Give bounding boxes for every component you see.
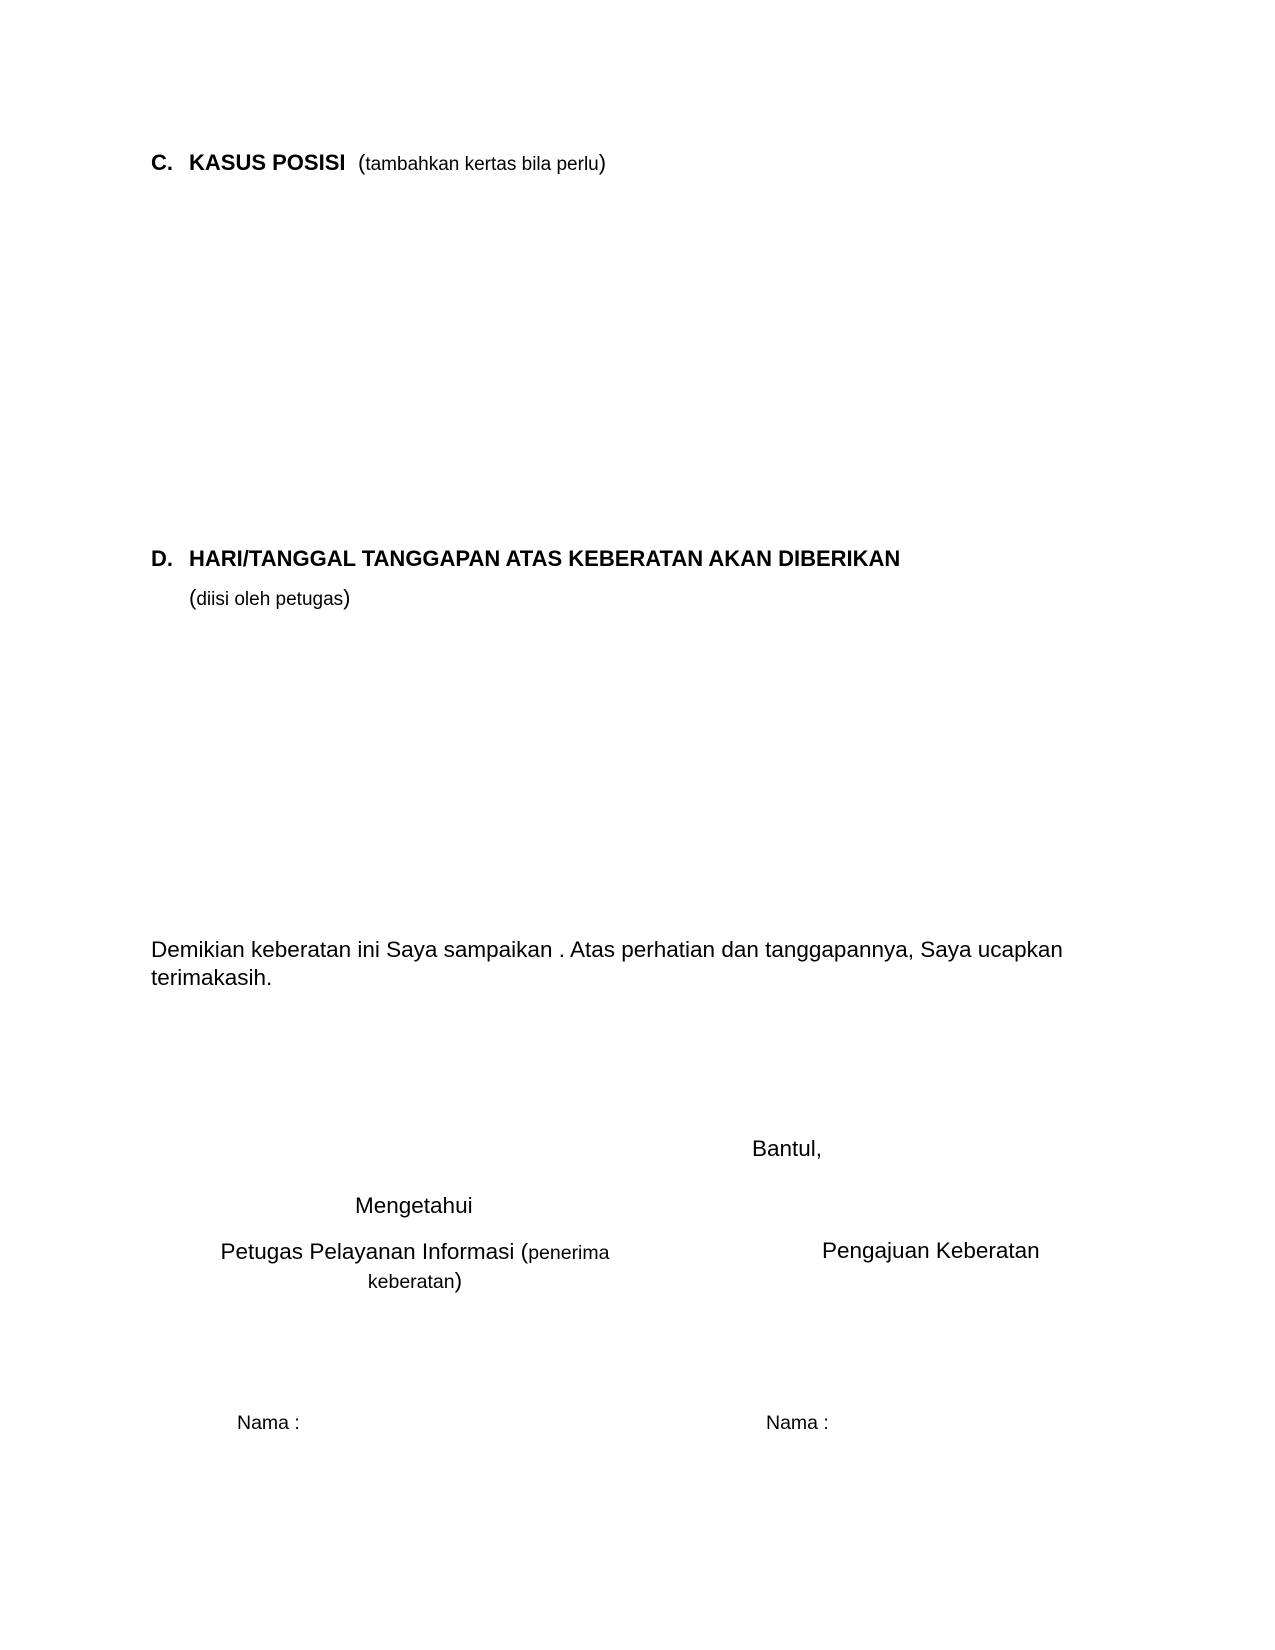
officer-label <box>190 1238 640 1296</box>
section-c-note-text: tambahkan kertas bila perlu <box>365 154 599 175</box>
section-d-note-close: ) <box>343 585 351 610</box>
section-c-note <box>358 150 606 176</box>
section-c-note-close: ) <box>598 150 607 175</box>
closing-paragraph: Demikian keberatan ini Saya sampaikan . Atas perhatian dan tanggapannya, Saya ucapkan terimakasih. <box>151 937 1063 990</box>
place-date: Bantul, <box>752 1136 823 1161</box>
officer-label-close: ) <box>454 1268 463 1293</box>
officer-name-label: Nama : <box>237 1412 300 1434</box>
section-d-note <box>189 585 350 611</box>
submitter-label: Pengajuan Keberatan <box>822 1238 1040 1263</box>
acknowledge-label: Mengetahui <box>355 1193 473 1218</box>
section-d-note-text: diisi oleh petugas <box>196 589 344 610</box>
officer-label-text: Petugas Pelayanan Informasi ( <box>220 1239 529 1264</box>
section-d-note-open: ( <box>189 585 197 610</box>
section-c-title: KASUS POSISI <box>189 150 346 175</box>
section-c-note-open: ( <box>358 150 366 175</box>
officer-note: penerima keberatan <box>367 1242 610 1293</box>
submitter-name-label: Nama : <box>766 1412 829 1434</box>
section-d-title: HARI/TANGGAL TANGGAPAN ATAS KEBERATAN AKAN DIBERIKAN <box>189 546 901 571</box>
section-c-letter: C. <box>151 150 173 175</box>
section-d-letter: D. <box>151 546 173 571</box>
